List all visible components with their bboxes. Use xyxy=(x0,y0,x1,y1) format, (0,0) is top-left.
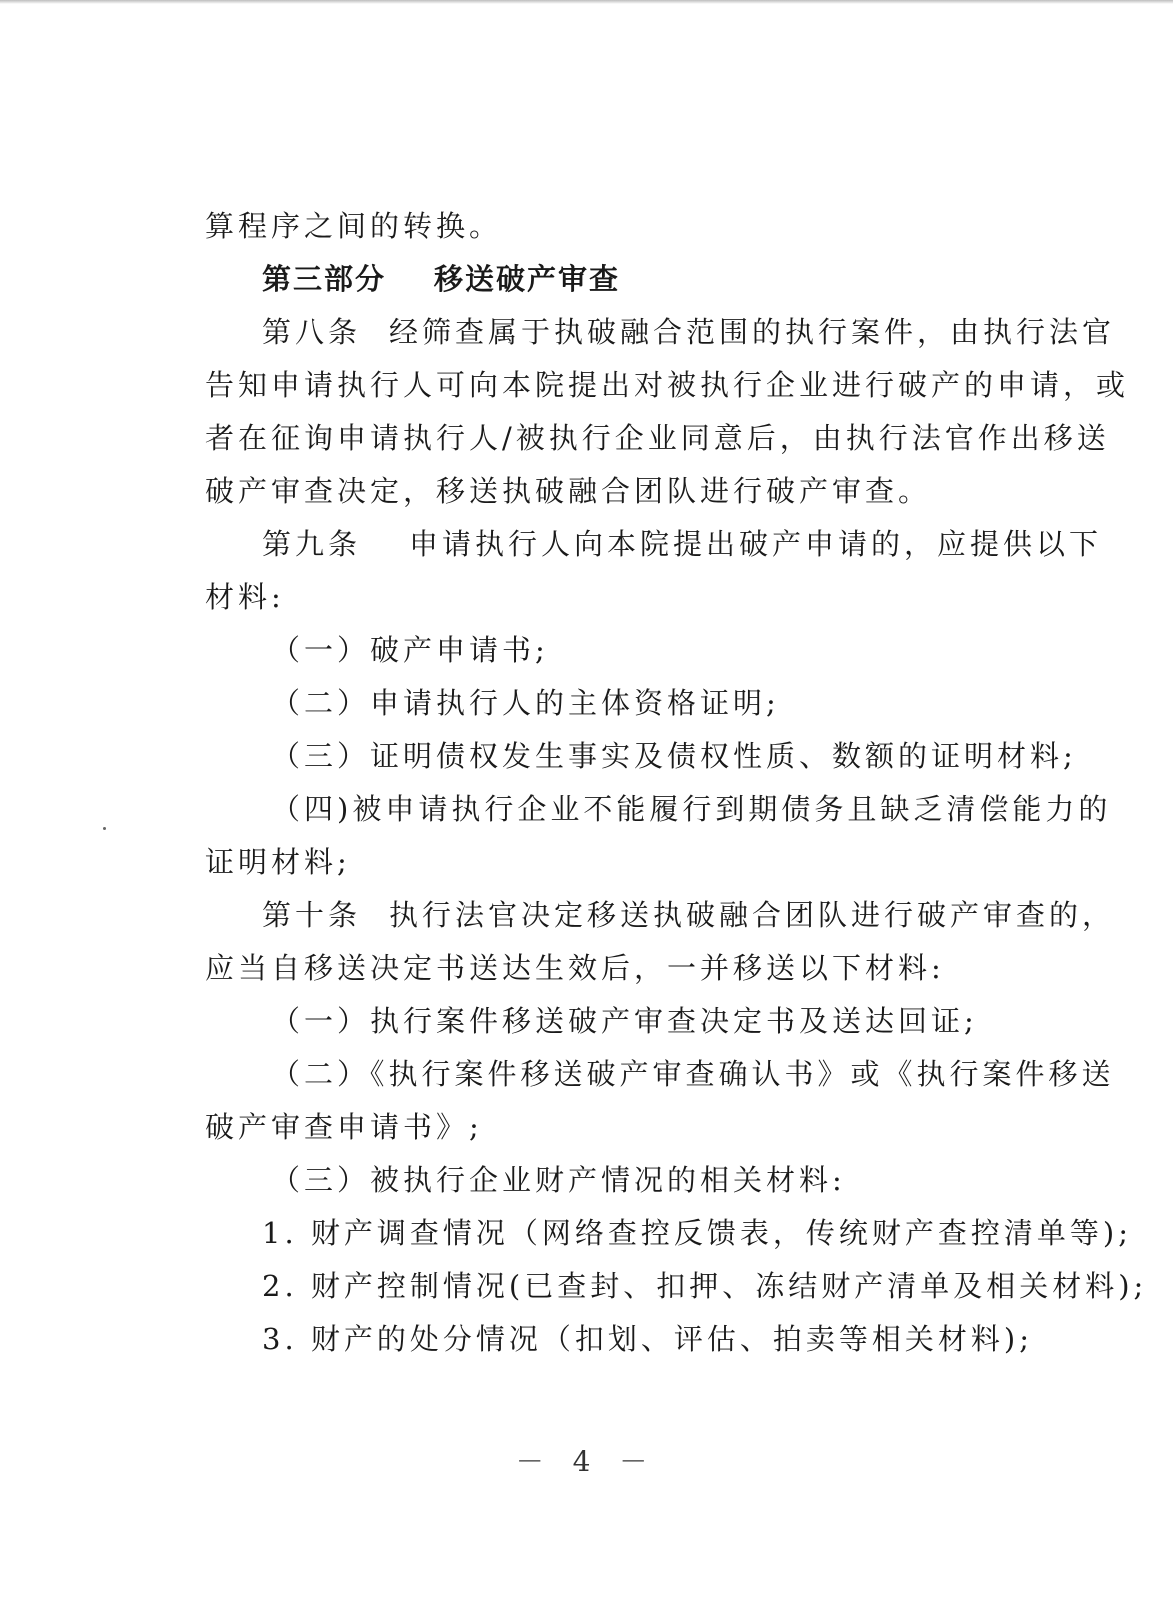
article-number: 第八条 xyxy=(262,315,362,349)
text-line xyxy=(205,571,1053,624)
line-text: 者在征询申请执行人/被执行企业同意后，由执行法官作出移送 xyxy=(205,421,1110,455)
part-label: 第三部分 xyxy=(262,262,387,296)
list-item xyxy=(205,1313,1053,1366)
document-body xyxy=(205,200,1148,1366)
text-line xyxy=(205,465,1053,518)
list-item xyxy=(205,730,1077,783)
line-text: （一）破产申请书; xyxy=(271,633,549,667)
list-item xyxy=(205,995,1053,1048)
page-number: － 4 － xyxy=(515,1445,658,1478)
line-text: 算程序之间的转换。 xyxy=(205,209,503,243)
line-text: （四)被申请执行企业不能履行到期债务且缺乏清偿能力的 xyxy=(271,792,1112,826)
text-line xyxy=(205,1101,1053,1154)
line-text: 告知申请执行人可向本院提出对被执行企业进行破产的申请，或 xyxy=(205,368,1130,402)
article-number: 第十条 xyxy=(262,898,362,932)
line-text: 1. 财产调查情况（网络查控反馈表，传统财产查控清单等); xyxy=(262,1216,1132,1250)
list-item xyxy=(205,677,1053,730)
text-line xyxy=(205,412,1110,465)
line-text: 2. 财产控制情况(已查封、扣押、冻结财产清单及相关材料); xyxy=(262,1269,1148,1303)
line-text: 材料: xyxy=(205,580,285,614)
line-text: 经筛查属于执破融合范围的执行案件，由执行法官 xyxy=(389,315,1116,349)
list-item xyxy=(205,1048,1115,1101)
line-text: （三）被执行企业财产情况的相关材料: xyxy=(271,1163,846,1197)
article-9-line xyxy=(205,518,1103,571)
part-title: 移送破产审查 xyxy=(434,262,621,296)
line-text: 申请执行人向本院提出破产申请的，应提供以下 xyxy=(409,527,1103,561)
article-10-line xyxy=(205,889,1116,942)
line-text: 破产审查决定，移送执破融合团队进行破产审查。 xyxy=(205,474,932,508)
line-text: （三）证明债权发生事实及债权性质、数额的证明材料; xyxy=(271,739,1077,773)
article-number: 第九条 xyxy=(262,527,362,561)
line-text: （二）申请执行人的主体资格证明; xyxy=(271,686,780,720)
line-text: （二）《执行案件移送破产审查确认书》或《执行案件移送 xyxy=(271,1057,1115,1091)
text-line xyxy=(205,942,1053,995)
list-item xyxy=(205,1154,1053,1207)
article-8-line xyxy=(205,306,1116,359)
text-line xyxy=(205,200,1053,253)
text-line xyxy=(205,359,1130,412)
list-item xyxy=(205,624,1053,677)
line-text: 应当自移送决定书送达生效后，一并移送以下材料: xyxy=(205,951,945,985)
scan-edge xyxy=(0,0,1173,4)
line-text: 3. 财产的处分情况（扣划、评估、拍卖等相关材料); xyxy=(262,1322,1033,1356)
text-line xyxy=(205,836,1053,889)
list-item xyxy=(205,783,1112,836)
scan-speck xyxy=(103,827,106,830)
line-text: 执行法官决定移送执破融合团队进行破产审查的， xyxy=(389,898,1116,932)
list-item xyxy=(205,1207,1132,1260)
line-text: （一）执行案件移送破产审查决定书及送达回证; xyxy=(271,1004,978,1038)
line-text: 证明材料; xyxy=(205,845,351,879)
list-item xyxy=(205,1260,1148,1313)
part-heading xyxy=(205,253,1053,306)
line-text: 破产审查申请书》; xyxy=(205,1110,483,1144)
